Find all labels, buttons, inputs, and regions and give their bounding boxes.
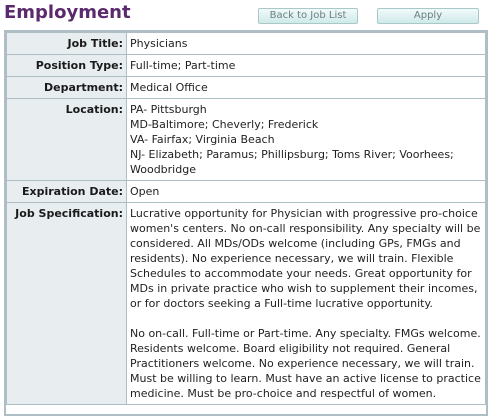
job-specification-label: Job Specification: bbox=[7, 203, 127, 405]
location-line: MD-Baltimore; Cheverly; Frederick bbox=[130, 118, 319, 131]
job-details-panel bbox=[4, 30, 488, 416]
location-line: PA- Pittsburgh bbox=[130, 103, 207, 116]
table-row bbox=[7, 203, 486, 405]
expiration-date-value: Open bbox=[127, 181, 486, 203]
position-type-value: Full-time; Part-time bbox=[127, 55, 486, 77]
location-label: Location: bbox=[7, 99, 127, 181]
job-title-label: Job Title: bbox=[7, 33, 127, 55]
page-title: Employment bbox=[4, 2, 131, 23]
table-row bbox=[7, 33, 486, 55]
job-details-table bbox=[6, 32, 486, 405]
table-row bbox=[7, 181, 486, 203]
paragraph-spacer bbox=[130, 311, 482, 326]
table-row bbox=[7, 55, 486, 77]
location-value bbox=[127, 99, 486, 181]
job-specification-paragraph: No on-call. Full-time or Part-time. Any specialty. FMGs welcome. Residents welcome. Board eligibility not required. General Practitioners welcome. No experience necessary, we will train. Must be willing to learn. Must have an active license to practice medicine. Must be pro-choice and respectful of women. bbox=[130, 327, 481, 400]
department-value: Medical Office bbox=[127, 77, 486, 99]
apply-button[interactable]: Apply bbox=[377, 8, 479, 24]
position-type-label: Position Type: bbox=[7, 55, 127, 77]
department-label: Department: bbox=[7, 77, 127, 99]
table-row bbox=[7, 77, 486, 99]
location-line: NJ- Elizabeth; Paramus; Phillipsburg; Toms River; Voorhees; bbox=[130, 148, 454, 161]
expiration-date-label: Expiration Date: bbox=[7, 181, 127, 203]
location-line: VA- Fairfax; Virginia Beach bbox=[130, 133, 275, 146]
job-title-value: Physicians bbox=[127, 33, 486, 55]
job-specification-value bbox=[127, 203, 486, 405]
location-line: Woodbridge bbox=[130, 163, 196, 176]
job-specification-paragraph: Lucrative opportunity for Physician with progressive pro-choice women's centers. No on-call responsibility. Any specialty will be considered. All MDs/ODs welcome (including GPs, FMGs and residents). No experience necessary, we will train. Flexible Schedules to accommodate your needs. Great opportunity for MDs in private practice who wish to supplement their incomes, or for doctors seeking a Full-time lucrative opportunity. bbox=[130, 207, 481, 310]
back-to-job-list-button[interactable]: Back to Job List bbox=[258, 8, 358, 24]
table-row bbox=[7, 99, 486, 181]
